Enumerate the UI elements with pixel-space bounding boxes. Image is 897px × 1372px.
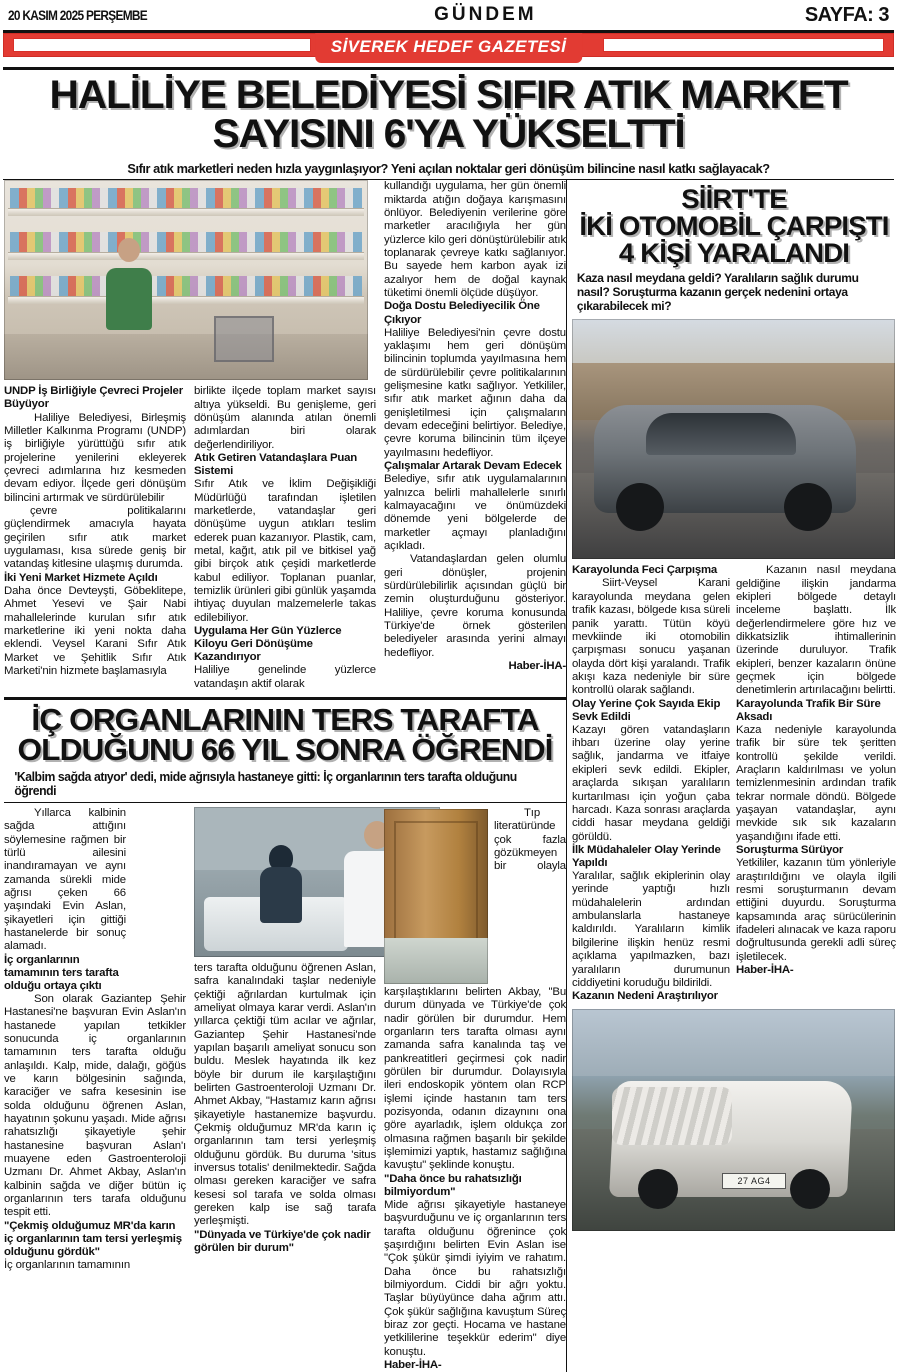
banner-inner-left — [13, 38, 311, 52]
siirt-c1-subhead-2: Olay Yerine Çok Sayıda Ekip Sevk Edildi — [572, 697, 721, 723]
masthead — [0, 0, 897, 30]
market-goods-3 — [10, 276, 362, 296]
organ-c3-p1: Tıp literatüründe çok fazla gözükmeyen bir olayla karşılaştıklarını belirten Akbay, "Bu durum dünyada ve Türkiye'de çok nadir görülen bir durumdur. Hem organların ters tarafta olması aynı zamanda safra kanalında taş ve pankreatitleri geçirmesi çok nadir görülen bir durumdur. Dolayısıyla ileri endoskopik yöntem olan RCP işlemi içinde hastanın tam ters pozisyonda, odanın dizaynını ona göre ayarladık, işlem oldukça zor olmasına rağmen başarılı bir şekilde işlemimizi yaptık, hastamız sağlığına kavuştu" şeklinde konuştu. — [384, 806, 566, 1172]
lead-c3-p2: Haliliye Belediyesi'nin çevre dostu yaklaşımı hem geri dönüşüm bilincinin toplumda yayılmasına hem de sürdürülebilir çevre politikalarının gelişmesine katkı sağlıyor. Yetkililer, sıfır atık market ağının daha da genişletilmesi için çalışmaların devam edeceğini belirtiyor. Belediye, çevre koruma bilincinin tüm ilçeye yayılmasını hedefliyor. — [384, 326, 566, 459]
siirt-subhead: Kaza nasıl meydana geldi? Yaralıların sağlık durumu nasıl? Soruşturma kazanın gerçek nedenini ortaya çıkarabilecek mi? — [576, 271, 859, 314]
patient-figure — [258, 845, 304, 923]
siirt-crash-photo-1 — [572, 319, 895, 559]
lead-subhead: Sıfır atık marketleri neden hızla yaygınlaşıyor? Yeni açılan noktalar geri dönüşüm bilincine nasıl katkı sağlayacak? — [127, 161, 770, 177]
lead-column-1 — [4, 385, 186, 691]
siirt-headline-line1: SİİRT'TE — [681, 184, 787, 215]
organ-headline-rule — [4, 802, 566, 803]
siirt-headline-line2: İKİ OTOMOBİL ÇARPIŞTI — [579, 211, 889, 242]
lead-column-2 — [194, 385, 376, 691]
lead-headline — [0, 73, 897, 157]
lead-c1-p2: çevre politikalarını güçlendirmek amacıyla hayata geçirilen sıfır atık market uygulaması, kısa sürede geniş bir vatandaş kitlesine ulaşmış durumda. — [4, 505, 186, 571]
crash1-wheel-front — [616, 483, 664, 531]
lead-c2-p3: Haliliye genelinde yüzlerce vatandaşın aktif olarak — [194, 664, 376, 690]
organ-c1-subhead-1: İç organlarının tamamının ters tarafta olduğu ortaya çıktı — [4, 953, 119, 992]
lead-c2-p2: Sıfır Atık ve İklim Değişikliği Müdürlüğü tarafından işletilen marketlerde, vatandaşlar geri dönüşüme uygun atıkları teslim ederek puan kazanıyor. Plastik, cam, metal, kağıt, atık pil ve bitkisel yağ gibi birçok atık çeşidi marketlerde kabul ediliyor. Toplanan puanlar, temizlik ürünleri gibi günlük yaşamda ihtiyaç duyulan malzemelerle takas edilebiliyor. — [194, 478, 376, 624]
organ-column-3 — [384, 807, 566, 1372]
organ-c2-p1: ters tarafta olduğunu öğrenen Aslan, safra kanalındaki taşlar nedeniyle çektiği ağrılardan kurtulmak için ameliyat olmaya karar verdi. Aslan'ın yıllarca çektiği tüm acılar ve ağrılar, Gaziantep Şehir Hastanesi'nde yapılan başarılı ameliyat sonucu son buldu. Meslek hayatında ilk kez böyle bir durum ile karşılaştığını belirten Gastroenteroloji Uzmanı Dr. Ahmet Akbay, "Hastamız karın ağrısı şikayetiyle hastanemize başvurdu. Çekmiş olduğumuz MR'da karın iç organlarının tam tersi yerleşmiş olduğunu gördük. Bu duruma 'situs inversus totalis' denilmektedir. Sağda olması gereken karaciğer ve safra kesesi sol tarafa ve solda olması gereken kalp ise sağ tarafa yerleşmişti. — [194, 961, 376, 1228]
crash2-road — [572, 1129, 895, 1231]
banner-title — [315, 33, 583, 63]
siirt-c2-p2: Kaza nedeniyle karayolunda trafik bir süre tek şeritten kontrollü şekilde verildi. Araçların kaldırılması ve yolun temizlenmesinin ardından trafik tekrar normale döndü. Bölgede yaşayan vatandaşlar, aynı mevkide sık sık kazaların yaşandığını ifade etti. — [736, 724, 896, 843]
lead-c2-subhead-2: Uygulama Her Gün Yüzlerce Kiloyu Geri Dönüşüme Kazandırıyor — [194, 625, 342, 664]
lead-col-pair-text — [4, 385, 376, 691]
lead-left-pair — [4, 180, 376, 691]
crash1-wheel-rear — [784, 483, 832, 531]
organ-headline — [0, 702, 569, 768]
siirt-column-2 — [736, 564, 896, 1003]
lead-c3-p1: kullandığı uygulama, her gün önemli miktarda atığın doğaya karışmasını önlüyor. Belediyenin verilerine göre marketler aracılığıyla her gün yüzlerce kilo geri dönüştürülebilir atık toplanarak çevreye katkı sağlanıyor. Bu sayede hem karbon ayak izi azalıyor hem de doğal kaynak tüketimi önemli ölçüde düşüyor. — [384, 180, 566, 300]
door-panel — [394, 821, 478, 942]
siirt-c1-subhead-3: İlk Müdahaleler Olay Yerinde Yapıldı — [572, 843, 721, 869]
siirt-story — [566, 180, 896, 1372]
siirt-c1-p2: Kazayı gören vatandaşların ihbarı üzerine olay yerine sağlık, jandarma ve itfaiye ekipleri sevk edildi. Ekipler, araçlarda sıkışan yaralıların kurtarılması için yoğun çaba harcadı. Kaza sonrası araçlarda ciddi hasar meydana geldiği görüldü. — [572, 723, 730, 843]
hospital-door-photo — [384, 809, 488, 984]
masthead-page-number: SAYFA: 3 — [804, 3, 889, 26]
siirt-c2-subhead-1: Karayolunda Trafik Bir Süre Aksadı — [736, 697, 881, 723]
crash1-hillside — [572, 363, 895, 421]
siirt-c2-credit: Haber-İHA- — [736, 963, 794, 976]
crash2-sky — [572, 1009, 895, 1076]
market-goods-2 — [10, 232, 362, 252]
market-shelf-3 — [8, 296, 364, 304]
shopper-head — [118, 238, 140, 262]
lead-c1-p3: Daha önce Devteyşti, Göbeklitepe, Ahmet Yesevi ve Şair Nabi mahallelerinde kurulan sıfır atık marketlerine iki yeni nokta daha eklendi. Veysel Karani Sıfır Atık Market ve Şehitlik Sıfır Atık Marketi'nin hizmete başlamasıyla — [4, 584, 186, 677]
organ-subhead: 'Kalbim sağda atıyor' dedi, mide ağrısıyla hastaneye gitti: İç organlarının ters tarafta olduğunu öğrendi — [14, 769, 517, 798]
organ-c1-subhead-2: "Çekmiş olduğumuz MR'da karın iç organlarının tam tersi yerleşmiş olduğunu gördük" — [4, 1219, 182, 1259]
organ-story-columns — [4, 807, 566, 1372]
crash2-wheel-rear — [790, 1169, 830, 1209]
organ-c1-narrow — [4, 807, 126, 993]
crash1-road — [572, 473, 895, 559]
organ-c2-subhead-1: "Dünyada ve Türkiye'de çok nadir görülen bir durum" — [194, 1228, 371, 1254]
market-shopper — [100, 238, 158, 330]
siirt-c1-p1: Siirt-Veysel Karani karayolunda meydana gelen trafik kazası, bölgede kısa süreli panik yarattı. Tütün köyü mevkiinde iki otomobilin çarpışması sonucu yaşanan olayda dört kişi yaralandı. Trafik akışı kaza nedeniyle bir süre kontrollü olarak sağlandı. — [572, 577, 730, 697]
market-shelf-1 — [8, 208, 364, 216]
organ-c1-p1: Yıllarca kalbinin sağda attığını söylemesine rağmen bir türlü ailesini inandıramayan ve aynı zamanda sürekli mide ağrısı çeken 66 yaşındaki Evin Aslan, şikayetleri için gittiği hastanelerde bir sonuç alamadı. — [4, 806, 126, 953]
masthead-section: GÜNDEM — [434, 4, 537, 25]
organ-c3-subhead-1: "Daha önce bu rahatsızlığı bilmiyordum" — [384, 1172, 522, 1198]
crash2-license-plate: 27 AG4 — [722, 1173, 786, 1189]
siirt-c2-p3: Yetkililer, kazanın tüm yönleriyle araştırıldığını ve olayla ilgili resmi soruşturmanın devam ettiğini duyurdu. Soruşturma kapsamında araç sürücülerinin ifadeleri alınacak ve kaza raporu doğrultusunda gerekli adli süreç işletilecek. — [736, 857, 896, 963]
lead-c1-subhead-1: UNDP İş Birliğiyle Çevreci Projeler Büyüyor — [4, 385, 183, 411]
siirt-crash-photo-2 — [572, 1009, 895, 1231]
crash2-crumpled-front — [612, 1087, 732, 1145]
siirt-c1-subhead-1: Karayolunda Feci Çarpışma — [572, 564, 718, 577]
shopper-torso — [106, 268, 152, 330]
organ-headline-line1: İÇ ORGANLARININ TERS TARAFTA — [31, 702, 539, 738]
market-shelf-2 — [8, 252, 364, 260]
organ-column-2 — [194, 807, 376, 1372]
crash2-wheel-front — [638, 1169, 678, 1209]
banner-inner-right — [603, 38, 884, 52]
lead-c3-credit: Haber-İHA- — [508, 660, 566, 673]
left-zone — [4, 180, 566, 1372]
crash2-wrecked-car — [609, 1081, 853, 1197]
lead-headline-line2: SAYISINI 6'YA YÜKSELTTİ — [212, 112, 685, 157]
page-body — [0, 180, 897, 1372]
siirt-headline-line3: 4 KİŞİ YARALANDI — [618, 238, 850, 269]
siirt-headline — [569, 186, 897, 267]
organ-c1-p2: Son olarak Gaziantep Şehir Hastanesi'ne başvuran Evin Aslan'ın hastanede yapılan tetkikler sonucunda iç organlarının tamamının ters tarafta olduğu anlaşıldı. Kalp, mide, dalağı, göğüs ve karın bölgesinin sağında, karaciğer ve safra kesesinin ise solda olduğunu öğrenen Aslan, hayatının şokunu yaşadı. Mide ağrısı rahatsızlığı şikayetiyle şehir hastanesine başvuran Aslan'ı muayene eden Gastroenteroloji Uzmanı Dr. Ahmet Akbay, Aslan'ın kalbinin sağda ve diğer bütün iç organlarının ters tarafa olduğunu tespit etti. — [4, 992, 186, 1219]
market-photo — [4, 180, 368, 380]
siirt-text-columns — [572, 564, 896, 1003]
market-goods-1 — [10, 188, 362, 208]
organ-c3-credit: Haber-İHA- — [384, 1359, 442, 1372]
organ-headline-line2: OLDUĞUNU 66 YIL SONRA ÖĞRENDİ — [17, 732, 553, 768]
newspaper-banner — [3, 33, 894, 63]
lead-c3-subhead-1: Doğa Dostu Belediyecilik Öne Çıkıyor — [384, 300, 540, 326]
shopping-cart — [214, 316, 274, 362]
crash1-car-body — [594, 405, 856, 513]
siirt-c1-p3: Yaralılar, sağlık ekiplerinin olay yerinde yaptığı hızlı müdahalelerin ardından ambulanslarla hastaneye kaldırıldı. Yaralıların kimlik bilgilerine ilişkin henüz resmi açıklama yapılmazken, bazı yaralıların durumunun ciddiyetini koruduğu bildirildi. — [572, 870, 730, 989]
lead-headline-line1: HALİLİYE BELEDİYESİ SIFIR ATIK MARKET — [49, 73, 848, 117]
lead-story-columns — [4, 180, 566, 691]
patient-body — [260, 867, 302, 923]
crash1-sky — [572, 319, 895, 381]
crash1-car-windows — [646, 413, 796, 455]
lead-headline-block — [0, 70, 897, 179]
patient-head — [269, 845, 293, 871]
siirt-c1-subhead-4: Kazanın Nedeni Araştırılıyor — [572, 990, 718, 1003]
lead-c2-subhead-1: Atık Getiren Vatandaşlara Puan Sistemi — [194, 452, 358, 478]
lead-c2-p1: birlikte ilçede toplam market sayısı altıya yükseldi. Bu genişleme, geri dönüşüm alanında atılan önemli adımlardan biri olarak değerlendiriliyor. — [194, 385, 376, 451]
lead-c1-subhead-2: İki Yeni Market Hizmete Açıldı — [4, 571, 158, 584]
organ-column-1 — [4, 807, 186, 1372]
door-floor — [384, 938, 488, 984]
lead-c3-p3: Belediye, sıfır atık uygulamalarının yalnızca belirli mahallelerle sınırlı kalmayacağını ve önümüzdeki dönemde yeni bölgelerde de marketler açmayı planladığını açıkladı. — [384, 473, 566, 552]
lead-c3-p4: Vatandaşlardan gelen olumlu geri dönüşler, projenin sürdürülebilirlik açısından güçlü bir zemin oluşturduğunu gösteriyor. Haliliye, çevre koruma konusunda Türkiye'de örnek gösterilen belediyeler arasında yerini almayı hedefliyor. — [384, 553, 566, 659]
organ-c1-p3: İç organlarının tamamının — [4, 1259, 131, 1272]
siirt-c2-p1: Kazanın nasıl meydana geldiğine ilişkin jandarma ekipleri bölgede detaylı inceleme başlattı. İlk değerlendirmelere göre hız ve dikkatsizlik ihtimallerinin üzerinde duruluyor. Trafik ekipleri, benzer kazaların önüne geçmek için bölgede denetimlerin artırılacağını belirtti. — [736, 564, 896, 697]
masthead-date: 20 KASIM 2025 PERŞEMBE — [8, 7, 148, 23]
organ-c3-p2: Mide ağrısı şikayetiyle hastaneye başvurduğunu ve iç organlarının ters tarafta olduğunu öğrenince çok şaşırdığını belirten Evin Aslan ise "Çok şükür şimdi iyiyim ve rahatım. Daha önce bu rahatsızlığı bilmiyordum. Ciddi bir ağrı yoktu. Taşlar büyüyünce daha ağrım attı. Çok şükür sağlığına kavuştum Süreç biraz zor geçti. Hocama ve hastane yetkililerine teşekkür ederim" diye konuştu. — [384, 1198, 566, 1358]
lead-column-3 — [384, 180, 566, 691]
lead-c3-subhead-2: Çalışmalar Artarak Devam Edecek — [384, 460, 562, 473]
siirt-column-1 — [572, 564, 730, 1003]
siirt-c2-subhead-2: Soruşturma Sürüyor — [736, 844, 844, 857]
organ-headline-block — [4, 700, 566, 800]
banner-title-text: SİVEREK HEDEF GAZETESİ — [330, 37, 567, 56]
lead-c1-p1: Haliliye Belediyesi, Birleşmiş Milletler Kalkınma Programı (UNDP) iş birliğiyle yürüttüğü sıfır atık projelerine yenilerini ekleyerek çevreci adımlarına hız kesmeden devam ediyor. İlçede geri dönüşüm bilincini artırmak ve sürdürülebilir — [4, 411, 186, 504]
market-floor — [4, 334, 368, 380]
hospital-bed — [204, 897, 348, 951]
